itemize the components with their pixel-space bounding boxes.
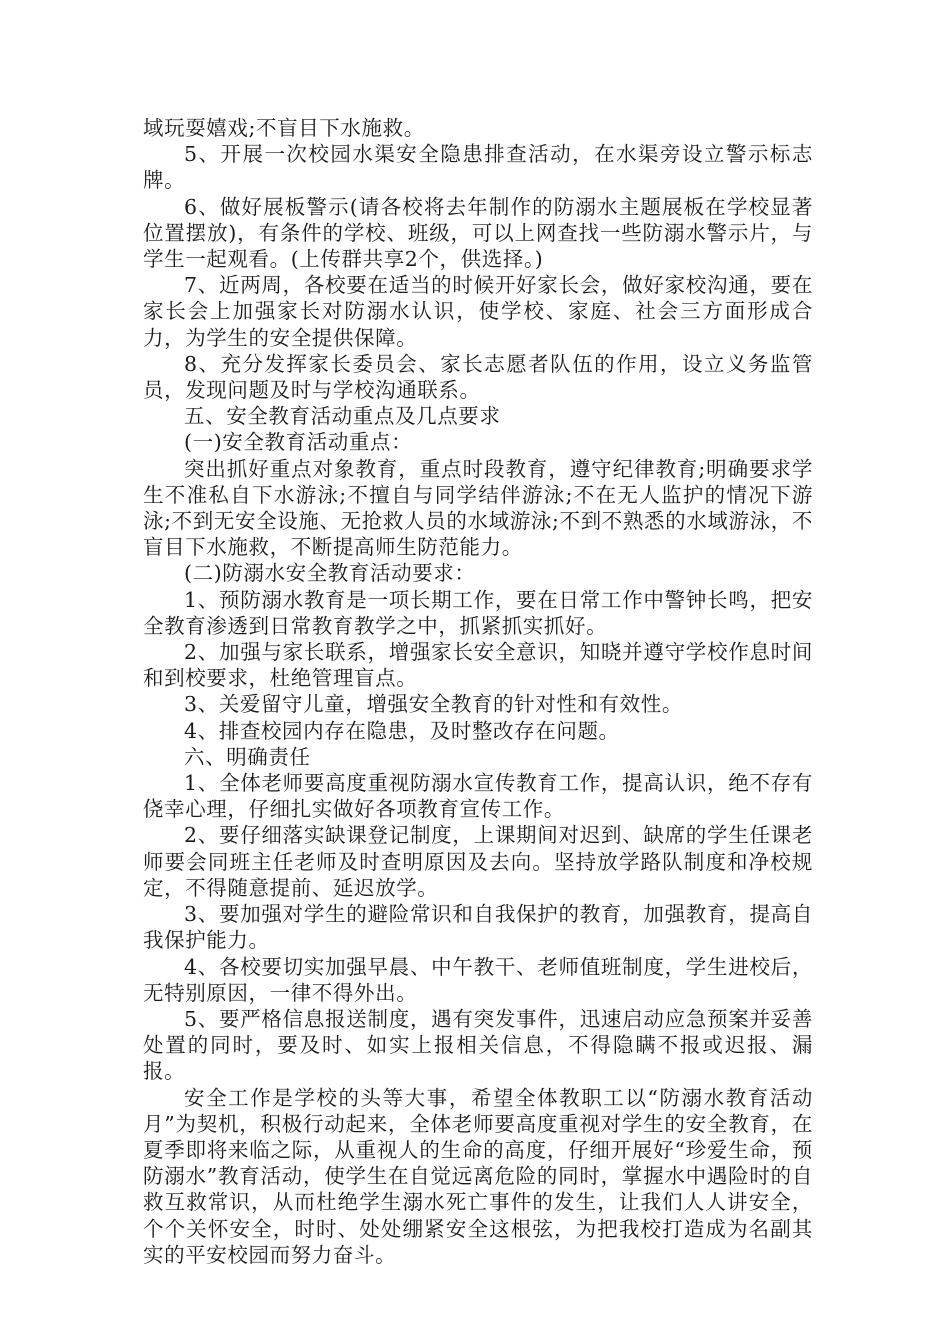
- paragraph-item-8-parent-committee: 8、充分发挥家长委员会、家长志愿者队伍的作用，设立义务监管员，发现问题及时与学校沟通联系。: [143, 351, 813, 403]
- subsection-heading-1: (一)安全教育活动重点：: [184, 430, 413, 455]
- paragraph-responsibility-5: 5、要严格信息报送制度，遇有突发事件，迅速启动应急预案并妥善处置的同时，要及时、如实上报相关信息，不得隐瞒不报或迟报、漏报。: [143, 1006, 813, 1084]
- section-heading-5: 五、安全教育活动重点及几点要求: [184, 404, 501, 429]
- paragraph-requirement-2: 2、加强与家长联系，增强家长安全意识，知晓并遵守学校作息时间和到校要求，杜绝管理盲点。: [143, 640, 813, 691]
- section-heading-6: 六、明确责任: [184, 744, 311, 769]
- paragraph-responsibility-2: 2、要仔细落实缺课登记制度，上课期间对迟到、缺席的学生任课老师要会同班主任老师及时查明原因及去向。坚持放学路队制度和净校规定，不得随意提前、延迟放学。: [143, 823, 813, 900]
- paragraph-conclusion: 安全工作是学校的头等大事，希望全体教职工以“防溺水教育活动月”为契机，积极行动起来，全体老师要高度重视对学生的安全教育，在夏季即将来临之际，从重视人的生命的高度，仔细开展好“珍爱生命，预防溺水”教育活动，使学生在自觉远离危险的同时，掌握水中遇险时的自救互救常识，从而杜绝学生溺水死亡事件的发生，让我们人人讲安全，个个关怀安全，时时、处处绷紧安全这根弦，为把我校打造成为名副其实的平安校园而努力奋斗。: [143, 1085, 813, 1267]
- subsection-heading-2: (二)防溺水安全教育活动要求：: [184, 561, 476, 586]
- document-page: [143, 115, 813, 1268]
- paragraph-responsibility-3: 3、要加强对学生的避险常识和自我保护的教育，加强教育，提高自我保护能力。: [143, 902, 813, 953]
- paragraph-requirement-4: 4、排查校园内存在隐患，及时整改存在问题。: [184, 718, 620, 743]
- paragraph-item-7-parent-meeting: 7、近两周，各校要在适当的时候开好家长会，做好家校沟通，要在家长会上加强家长对防溺水认识，使学校、家庭、社会三方面形成合力，为学生的安全提供保障。: [143, 273, 813, 350]
- paragraph-requirement-3: 3、关爱留守儿童，增强安全教育的针对性和有效性。: [184, 692, 683, 717]
- paragraph-continuation: 域玩耍嬉戏;不盲目下水施救。: [143, 116, 425, 140]
- paragraph-key-points: 突出抓好重点对象教育，重点时段教育，遵守纪律教育;明确要求学生不准私自下水游泳;不擅自与同学结伴游泳;不在无人监护的情况下游泳;不到无安全设施、无抢救人员的水域游泳;不到不熟悉的水域游泳，不盲目下水施救，不断提高师生防范能力。: [143, 456, 813, 560]
- paragraph-item-6-display-boards: 6、做好展板警示(请各校将去年制作的防溺水主题展板在学校显著位置摆放)，有条件的学校、班级，可以上网查找一些防溺水警示片，与学生一起观看。(上传群共享2个，供选择。): [143, 194, 813, 272]
- paragraph-requirement-1: 1、预防溺水教育是一项长期工作，要在日常工作中警钟长鸣，把安全教育渗透到日常教育教学之中，抓紧抓实抓好。: [143, 587, 813, 638]
- paragraph-item-5-water-channel: 5、开展一次校园水渠安全隐患排查活动，在水渠旁设立警示标志牌。: [143, 142, 813, 193]
- paragraph-responsibility-4: 4、各校要切实加强早晨、中午教干、老师值班制度，学生进校后，无特别原因，一律不得外出。: [143, 954, 813, 1005]
- paragraph-responsibility-1: 1、全体老师要高度重视防溺水宣传教育工作，提高认识，绝不存有侥幸心理，仔细扎实做好各项教育宣传工作。: [143, 771, 813, 822]
